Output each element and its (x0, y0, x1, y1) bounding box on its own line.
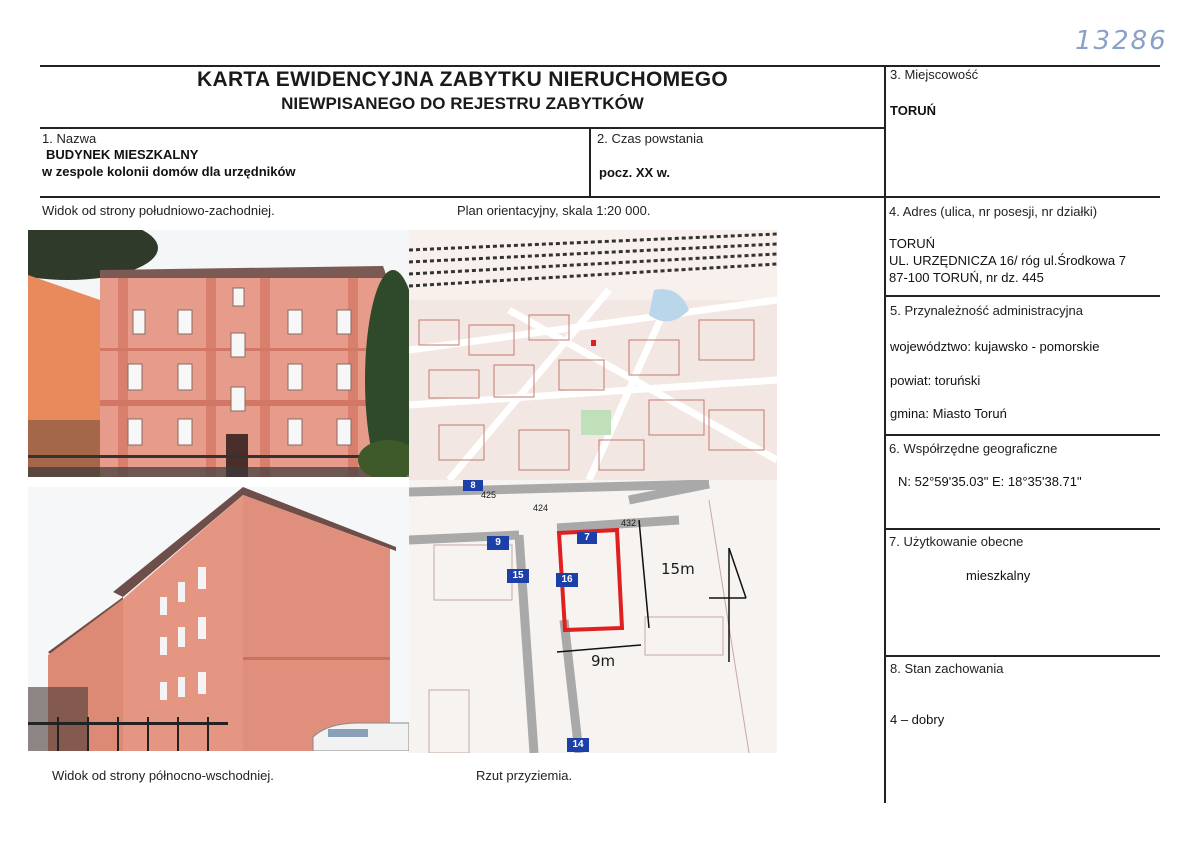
photo-northeast-view (28, 487, 409, 751)
address-label: 4. Adres (ulica, nr posesji, nr działki) (889, 204, 1098, 219)
address-bottom-line (885, 295, 1160, 297)
house-number-15: 15 (512, 570, 524, 581)
house-number-16: 16 (561, 574, 573, 585)
condition-value: 4 – dobry (890, 712, 945, 727)
card-title: KARTA EWIDENCYJNA ZABYTKU NIERUCHOMEGO (197, 68, 728, 91)
place-label: 3. Miejscowość (890, 67, 979, 82)
admin-county: powiat: toruński (890, 373, 981, 388)
name-value-line1: BUDYNEK MIESZKALNY (46, 147, 199, 162)
frame-top-line (40, 65, 1160, 67)
header-bottom-line (40, 127, 885, 129)
caption-floorplan: Rzut przyziemia. (476, 768, 573, 783)
card-subtitle: NIEWPISANEGO DO REJESTRU ZABYTKÓW (281, 94, 644, 113)
admin-bottom-line (885, 434, 1160, 436)
ground-floor-plan (409, 480, 777, 753)
name-label: 1. Nazwa (42, 131, 97, 146)
name-time-divider (589, 127, 591, 197)
catalog-number: 13286 (1075, 26, 1168, 56)
house-number-8: 8 (470, 480, 476, 490)
caption-plan: Plan orientacyjny, skala 1:20 000. (457, 203, 651, 218)
admin-label: 5. Przynależność administracyjna (890, 303, 1083, 318)
condition-label: 8. Stan zachowania (890, 661, 1004, 676)
usage-bottom-line (885, 655, 1160, 657)
coords-bottom-line (885, 528, 1160, 530)
address-line1: TORUŃ (889, 236, 935, 251)
admin-commune: gmina: Miasto Toruń (890, 406, 1007, 421)
parcel-number-424: 424 (533, 503, 549, 513)
admin-voivodeship: województwo: kujawsko - pomorskie (890, 339, 1100, 354)
caption-view-sw: Widok od strony południowo-zachodniej. (42, 203, 275, 218)
usage-value: mieszkalny (966, 568, 1031, 583)
name-value-line2: w zespole kolonii domów dla urzędników (42, 164, 296, 179)
name-section-bottom-line (40, 196, 1160, 198)
dimension-15m: 15m (661, 560, 695, 578)
house-number-7: 7 (584, 532, 590, 543)
place-value: TORUŃ (890, 103, 936, 118)
coords-label: 6. Współrzędne geograficzne (889, 441, 1058, 456)
house-number-14: 14 (572, 739, 584, 750)
time-label: 2. Czas powstania (597, 131, 704, 146)
orientation-map (409, 230, 777, 480)
time-value: pocz. XX w. (599, 165, 671, 180)
address-line2: UL. URZĘDNICZA 16/ róg ul.Środkowa 7 (889, 253, 1126, 268)
address-line3: 87-100 TORUŃ, nr dz. 445 (889, 270, 1044, 285)
house-number-9: 9 (495, 537, 501, 548)
parcel-number-432: 432 (621, 518, 637, 528)
photo-southwest-view (28, 230, 409, 477)
dimension-9m: 9m (591, 652, 616, 670)
usage-label: 7. Użytkowanie obecne (889, 534, 1024, 549)
caption-view-ne: Widok od strony północno-wschodniej. (52, 768, 274, 783)
parcel-number-425: 425 (481, 490, 497, 500)
coords-value: N: 52°59'35.03" E: 18°35'38.71" (898, 474, 1082, 489)
